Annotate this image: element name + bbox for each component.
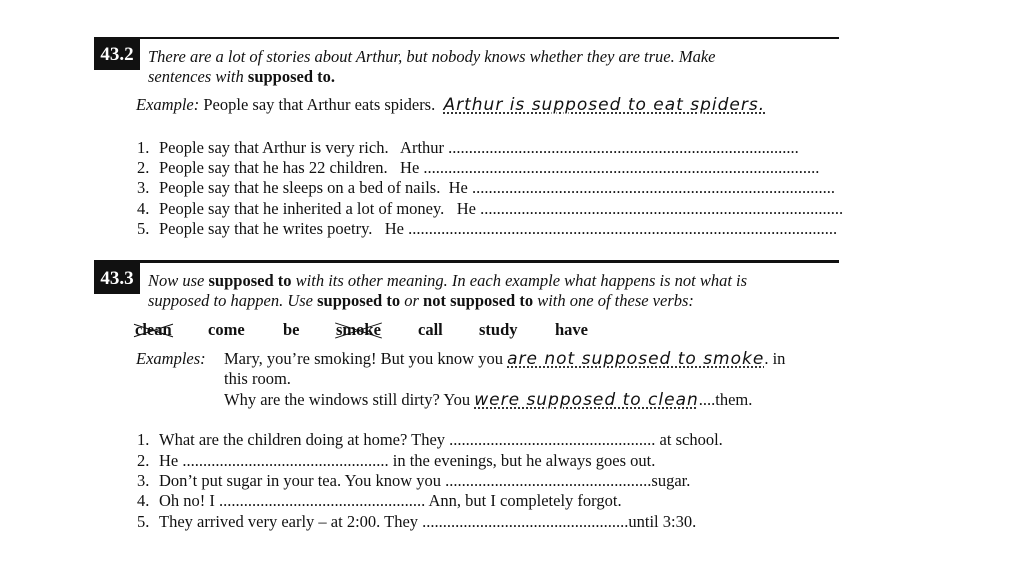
verb-option: be xyxy=(283,320,300,339)
item-subject: Arthur xyxy=(400,138,445,157)
section-divider-middle xyxy=(94,260,839,263)
example-text: Mary, you’re smoking! But you know you xyxy=(224,349,503,368)
item-text: Don’t put sugar in your tea. You know you xyxy=(159,471,442,490)
answer-blank[interactable]: ..................................................................................... xyxy=(448,138,799,157)
item-text: People say that Arthur is very rich. xyxy=(159,138,389,157)
list-item xyxy=(137,138,799,158)
example-handwritten-answer: Arthur is supposed to eat spiders. xyxy=(443,95,766,115)
item-text: at school. xyxy=(659,430,723,449)
item-number: 2. xyxy=(137,158,150,177)
instruction-keyword: supposed to xyxy=(317,291,401,310)
answer-blank[interactable]: .................................................. xyxy=(445,471,652,490)
list-item xyxy=(137,158,819,178)
exercise-number-43-2: 43.2 xyxy=(94,39,140,70)
list-item xyxy=(137,512,696,532)
instruction-text: with one of these verbs: xyxy=(533,291,694,310)
example-handwritten-answer: are not supposed to smoke xyxy=(507,349,765,369)
answer-blank[interactable]: .................................................. xyxy=(449,430,656,449)
list-item xyxy=(137,451,655,471)
item-text: They arrived very early – at 2:00. They xyxy=(159,512,419,531)
exercise-instruction xyxy=(148,46,716,67)
item-text: sugar. xyxy=(651,471,691,490)
item-text: until 3:30. xyxy=(628,512,697,531)
exercise-number-43-3: 43.3 xyxy=(94,263,140,294)
item-number: 3. xyxy=(137,178,150,197)
verb-option: study xyxy=(479,320,518,339)
exercise-instruction-line-2 xyxy=(148,66,335,87)
example-line-1 xyxy=(224,349,785,369)
list-item xyxy=(137,491,622,511)
example-text: ....them. xyxy=(698,390,753,409)
instruction-text: with its other meaning. In each example what happens is not what is xyxy=(291,271,748,290)
answer-blank[interactable]: .................................................. xyxy=(219,491,426,510)
item-subject: He xyxy=(384,219,404,238)
example-line-2 xyxy=(224,390,752,410)
answer-blank[interactable]: .................................................. xyxy=(182,451,389,470)
item-subject: He xyxy=(456,199,476,218)
item-subject: He xyxy=(400,158,420,177)
item-text: People say that he writes poetry. xyxy=(159,219,373,238)
example-text: People say that Arthur eats spiders. xyxy=(203,95,436,114)
verb-option-crossed xyxy=(336,320,381,340)
item-number: 1. xyxy=(137,430,150,449)
item-number: 4. xyxy=(137,199,150,218)
verb-text: smoke xyxy=(336,320,381,339)
item-number: 2. xyxy=(137,451,150,470)
example-line xyxy=(136,95,765,115)
example-line-1-cont: this room. xyxy=(224,369,291,388)
item-text: in the evenings, but he always goes out. xyxy=(392,451,656,470)
answer-blank[interactable]: .................................................. xyxy=(422,512,629,531)
item-number: 5. xyxy=(137,512,150,531)
item-text: He xyxy=(159,451,179,470)
item-number: 4. xyxy=(137,491,150,510)
list-item xyxy=(137,199,843,219)
section-divider-top xyxy=(94,37,839,39)
list-item xyxy=(137,430,723,450)
instruction-keyword: supposed to. xyxy=(247,67,336,86)
examples-label: Examples: xyxy=(136,349,206,368)
exercise-instruction xyxy=(148,270,747,291)
verb-option: have xyxy=(555,320,588,339)
instruction-text: Now use xyxy=(148,271,209,290)
item-text: People say that he sleeps on a bed of nails. xyxy=(159,178,441,197)
item-subject: He xyxy=(448,178,468,197)
exercise-instruction-line-2 xyxy=(148,290,694,311)
list-item xyxy=(137,219,837,239)
verb-option-crossed xyxy=(135,320,172,340)
answer-blank[interactable]: ................................................................................................ xyxy=(423,158,820,177)
instruction-keyword: not supposed to xyxy=(423,291,534,310)
instruction-text: supposed to happen. Use xyxy=(148,291,318,310)
instruction-text: sentences with xyxy=(148,67,248,86)
example-text: . in xyxy=(764,349,786,368)
item-text: What are the children doing at home? They xyxy=(159,430,446,449)
instruction-keyword: supposed to xyxy=(208,271,292,290)
item-text: Ann, but I completely forgot. xyxy=(428,491,622,510)
instruction-text: or xyxy=(400,291,424,310)
answer-blank[interactable]: ........................................................................................ xyxy=(480,199,844,218)
item-number: 5. xyxy=(137,219,150,238)
item-text: People say that he has 22 children. xyxy=(159,158,388,177)
list-item xyxy=(137,471,690,491)
example-text: Why are the windows still dirty? You xyxy=(224,390,471,409)
list-item xyxy=(137,178,835,198)
example-label: Example: xyxy=(136,95,200,114)
verb-text: clean xyxy=(135,320,172,339)
item-text: Oh no! I xyxy=(159,491,215,510)
verb-option: call xyxy=(418,320,443,339)
verb-option: come xyxy=(208,320,245,339)
instruction-line-1: There are a lot of stories about Arthur, but nobody knows whether they are true. Make xyxy=(148,47,716,66)
answer-blank[interactable]: ........................................................................................................ xyxy=(408,219,838,238)
item-number: 1. xyxy=(137,138,150,157)
answer-blank[interactable]: ........................................................................................ xyxy=(471,178,835,197)
example-handwritten-answer: were supposed to clean xyxy=(474,390,699,410)
item-number: 3. xyxy=(137,471,150,490)
item-text: People say that he inherited a lot of money. xyxy=(159,199,445,218)
